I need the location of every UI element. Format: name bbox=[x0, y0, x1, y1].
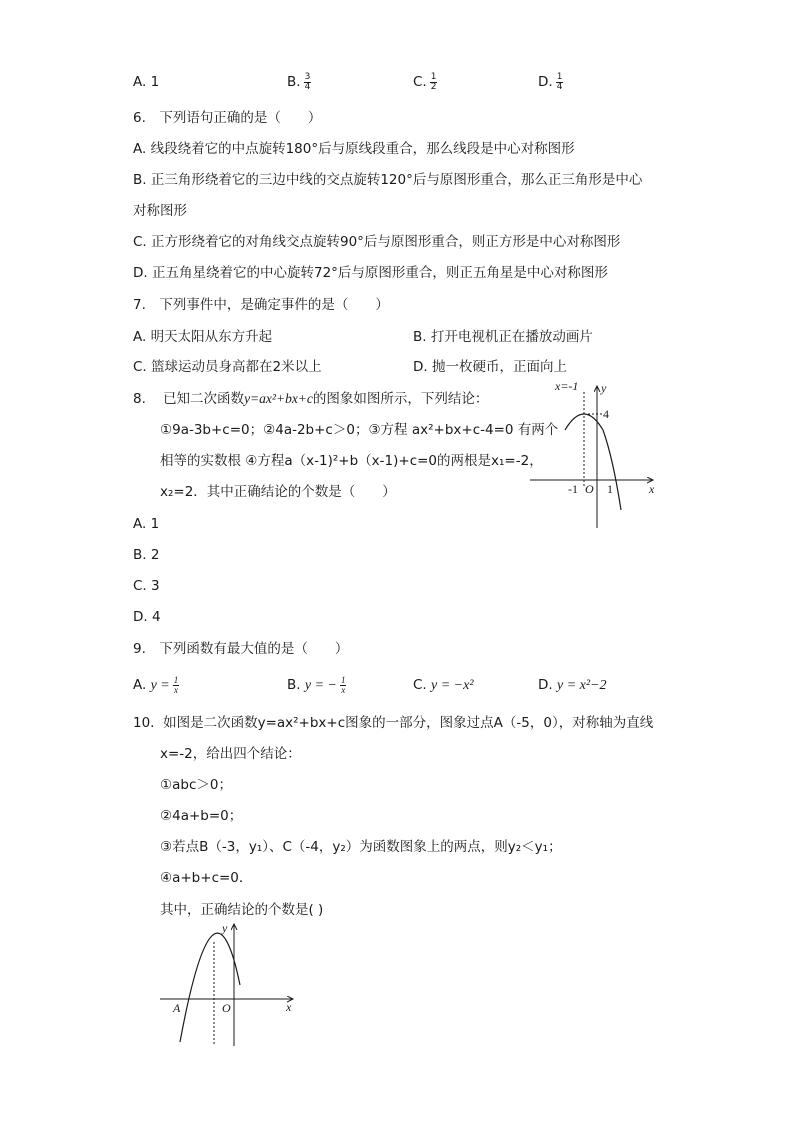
q9-option-c: C. y = −x² bbox=[413, 677, 474, 693]
q10-conclusion-2: ②4a+b=0； bbox=[160, 808, 243, 824]
fraction: $\frac{3}{4}$ bbox=[304, 71, 311, 92]
q10-stem-line2: x=-2，给出四个结论： bbox=[160, 746, 301, 762]
q9-option-d: D. y = x²−2 bbox=[538, 677, 607, 693]
parabola-curve bbox=[180, 933, 240, 1042]
q8-conclusions-line2: 相等的实数根 ④方程a（x-1)²+b（x-1)+c=0的两根是x₁=-2， bbox=[160, 453, 543, 469]
q5-option-c: C. $\frac{1}{2}$ bbox=[413, 71, 437, 92]
one-label: 1 bbox=[607, 482, 613, 496]
q10-conclusion-1: ①abc＞0； bbox=[160, 777, 232, 793]
x-label: x bbox=[649, 482, 655, 496]
neg1-label: -1 bbox=[568, 482, 578, 496]
q10-conclusion-3: ③若点B（-3，y₁）、C（-4，y₂）为函数图象上的两点，则y₂＜y₁； bbox=[160, 839, 562, 855]
q6-option-c: C. 正方形绕着它的对角线交点旋转90°后与原图形重合，则正方形是中心对称图形 bbox=[133, 234, 621, 250]
y-label: y bbox=[222, 921, 228, 935]
q7-option-c: C. 篮球运动员身高都在2米以上 bbox=[133, 359, 322, 375]
q6-stem: 6. 下列语句正确的是（ ） bbox=[133, 110, 322, 126]
q7-option-d: D. 抛一枚硬币，正面向上 bbox=[413, 359, 567, 375]
q7-option-b: B. 打开电视机正在播放动画片 bbox=[413, 329, 593, 345]
q10-question: 其中，正确结论的个数是( ) bbox=[160, 902, 324, 918]
y-label: y bbox=[601, 381, 607, 395]
q6-option-b-line2: 对称图形 bbox=[133, 203, 187, 219]
q8-conclusions-line3: x₂=2．其中正确结论的个数是（ ） bbox=[160, 484, 396, 500]
q8-option-b: B. 2 bbox=[133, 547, 160, 563]
origin-label: O bbox=[222, 1001, 231, 1015]
value-4-label: 4 bbox=[603, 407, 609, 421]
axis-eq-label: x=-1 bbox=[555, 379, 579, 393]
q10-stem-line1: 10. 如图是二次函数y=ax²+bx+c图象的一部分，图象过点A（-5，0），对称轴为直线 bbox=[133, 715, 654, 731]
q6-option-a: A. 线段绕着它的中点旋转180°后与原线段重合，那么线段是中心对称图形 bbox=[133, 141, 575, 157]
q8-stem: 8. 已知二次函数y=ax²+bx+c的图象如图所示，下列结论： bbox=[133, 391, 489, 407]
q8-option-a: A. 1 bbox=[133, 516, 160, 532]
q5-option-d: D. $\frac{1}{4}$ bbox=[538, 71, 563, 92]
q5-option-a: A. 1 bbox=[133, 74, 160, 90]
q10-parabola-graph bbox=[155, 918, 300, 1050]
fraction: $\frac{1}{2}$ bbox=[430, 71, 437, 92]
q5-option-b: B. $\frac{3}{4}$ bbox=[287, 71, 311, 92]
q7-option-a: A. 明天太阳从东方升起 bbox=[133, 329, 273, 345]
fraction: $\frac{1}{4}$ bbox=[556, 71, 563, 92]
q6-option-b-line1: B. 正三角形绕着它的三边中线的交点旋转120°后与原图形重合，那么正三角形是中心 bbox=[133, 172, 643, 188]
q8-conclusions-line1: ①9a-3b+c=0；②4a-2b+c＞0；③方程 ax²+bx+c-4=0 有两个 bbox=[160, 422, 559, 438]
x-label: x bbox=[286, 1000, 292, 1014]
origin-label: O bbox=[585, 482, 594, 496]
q10-conclusion-4: ④a+b+c=0． bbox=[160, 870, 253, 886]
q8-option-d: D. 4 bbox=[133, 609, 161, 625]
q6-option-d: D. 正五角星绕着它的中心旋转72°后与原图形重合，则正五角星是中心对称图形 bbox=[133, 265, 608, 281]
point-a-label: A bbox=[173, 1001, 181, 1015]
q8-option-c: C. 3 bbox=[133, 578, 160, 594]
q9-option-a: A. y = $\frac{1}{x}$ bbox=[133, 674, 179, 695]
q7-stem: 7. 下列事件中，是确定事件的是（ ） bbox=[133, 297, 389, 313]
q8-parabola-graph bbox=[525, 378, 665, 533]
q9-stem: 9. 下列函数有最大值的是（ ） bbox=[133, 641, 349, 657]
q9-option-b: B. y = − $\frac{1}{x}$ bbox=[287, 674, 346, 695]
